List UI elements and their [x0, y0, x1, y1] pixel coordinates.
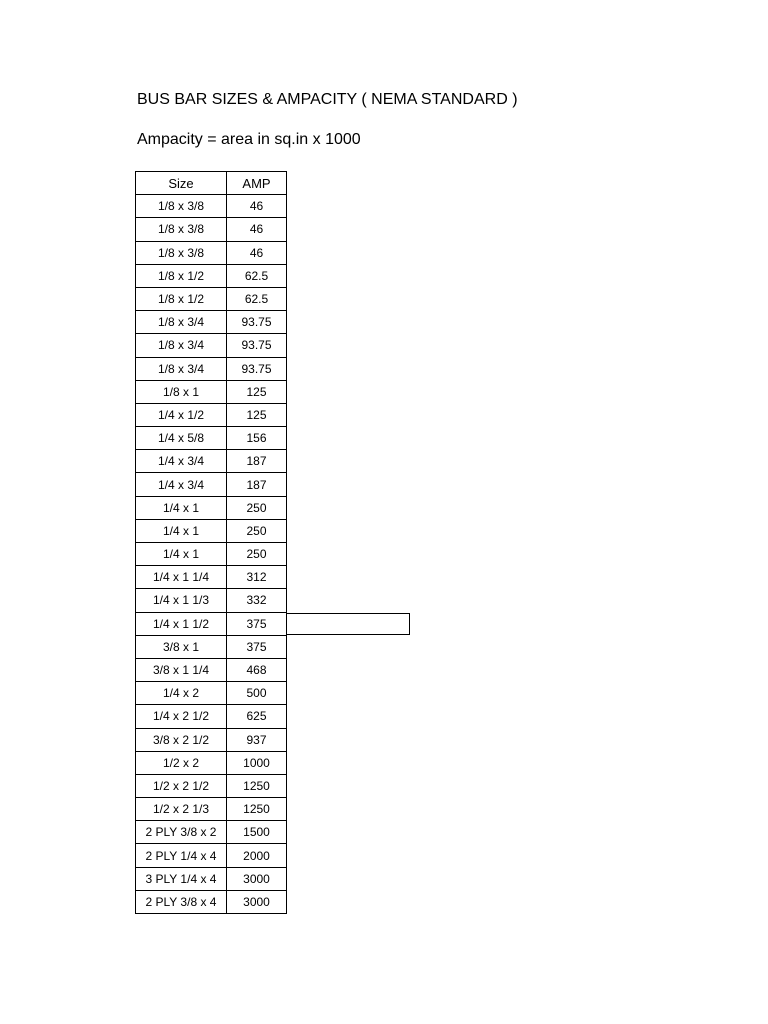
column-header-size: Size: [136, 172, 227, 195]
size-cell: 1/2 x 2 1/2: [136, 774, 227, 797]
size-cell: 3/8 x 2 1/2: [136, 728, 227, 751]
size-cell: 1/2 x 2 1/3: [136, 798, 227, 821]
size-cell: 1/4 x 5/8: [136, 427, 227, 450]
size-cell: 1/8 x 1/2: [136, 287, 227, 310]
table-row: [136, 774, 287, 797]
size-cell: 1/8 x 3/8: [136, 241, 227, 264]
table-row: [136, 751, 287, 774]
amp-cell: 46: [227, 195, 287, 218]
amp-cell: 375: [227, 612, 287, 635]
size-cell: 1/8 x 1: [136, 380, 227, 403]
amp-cell: 625: [227, 705, 287, 728]
size-cell: 1/8 x 3/4: [136, 311, 227, 334]
table-row: [136, 844, 287, 867]
amp-cell: 332: [227, 589, 287, 612]
size-cell: 1/2 x 2: [136, 751, 227, 774]
size-cell: 1/4 x 2: [136, 682, 227, 705]
amp-cell: 468: [227, 658, 287, 681]
amp-cell: 46: [227, 218, 287, 241]
size-cell: 2 PLY 3/8 x 4: [136, 890, 227, 913]
table-row: [136, 287, 287, 310]
table-row: [136, 798, 287, 821]
table-row: [136, 403, 287, 426]
size-cell: 1/4 x 1: [136, 543, 227, 566]
amp-cell: 312: [227, 566, 287, 589]
amp-cell: 46: [227, 241, 287, 264]
amp-cell: 1250: [227, 798, 287, 821]
size-cell: 2 PLY 1/4 x 4: [136, 844, 227, 867]
size-cell: 1/8 x 3/8: [136, 195, 227, 218]
size-cell: 1/8 x 3/4: [136, 357, 227, 380]
table-row: [136, 450, 287, 473]
amp-cell: 125: [227, 403, 287, 426]
size-cell: 1/4 x 3/4: [136, 473, 227, 496]
table-row: [136, 496, 287, 519]
amp-cell: 250: [227, 519, 287, 542]
amp-cell: 156: [227, 427, 287, 450]
table-row: [136, 264, 287, 287]
amp-cell: 62.5: [227, 287, 287, 310]
size-cell: 1/4 x 1 1/4: [136, 566, 227, 589]
table-row: [136, 357, 287, 380]
table-row: [136, 821, 287, 844]
table-row: [136, 543, 287, 566]
size-cell: 1/4 x 1: [136, 519, 227, 542]
table-row: [136, 705, 287, 728]
busbar-table: [135, 171, 287, 914]
amp-cell: 500: [227, 682, 287, 705]
table-row: [136, 519, 287, 542]
size-cell: 1/8 x 1/2: [136, 264, 227, 287]
amp-cell: 250: [227, 543, 287, 566]
table-row: [136, 218, 287, 241]
column-header-amp: AMP: [227, 172, 287, 195]
amp-cell: 187: [227, 450, 287, 473]
table-row: [136, 728, 287, 751]
table-row: [136, 566, 287, 589]
size-cell: 3/8 x 1: [136, 635, 227, 658]
amp-cell: 375: [227, 635, 287, 658]
table-body: [136, 195, 287, 914]
amp-cell: 93.75: [227, 311, 287, 334]
table-row: [136, 380, 287, 403]
amp-cell: 2000: [227, 844, 287, 867]
amp-cell: 93.75: [227, 357, 287, 380]
amp-cell: 125: [227, 380, 287, 403]
table-row: [136, 241, 287, 264]
size-cell: 1/4 x 1 1/3: [136, 589, 227, 612]
size-cell: 3 PLY 1/4 x 4: [136, 867, 227, 890]
amp-cell: 1000: [227, 751, 287, 774]
size-cell: 1/4 x 1/2: [136, 403, 227, 426]
size-cell: 1/8 x 3/8: [136, 218, 227, 241]
table-row: [136, 589, 287, 612]
table-row: [136, 890, 287, 913]
page-title: BUS BAR SIZES & AMPACITY ( NEMA STANDARD ): [137, 91, 518, 108]
amp-cell: 93.75: [227, 334, 287, 357]
size-cell: 1/4 x 2 1/2: [136, 705, 227, 728]
size-cell: 1/4 x 1 1/2: [136, 612, 227, 635]
amp-cell: 187: [227, 473, 287, 496]
table-row: [136, 635, 287, 658]
size-cell: 1/4 x 3/4: [136, 450, 227, 473]
amp-cell: 250: [227, 496, 287, 519]
amp-cell: 62.5: [227, 264, 287, 287]
table-row: [136, 311, 287, 334]
table-row: [136, 473, 287, 496]
table-row: [136, 658, 287, 681]
amp-cell: 1250: [227, 774, 287, 797]
table-row: [136, 334, 287, 357]
amp-cell: 3000: [227, 867, 287, 890]
amp-cell: 1500: [227, 821, 287, 844]
amp-cell: 937: [227, 728, 287, 751]
ampacity-formula: Ampacity = area in sq.in x 1000: [137, 131, 361, 148]
table-row: [136, 682, 287, 705]
size-cell: 2 PLY 3/8 x 2: [136, 821, 227, 844]
amp-cell: 3000: [227, 890, 287, 913]
size-cell: 1/4 x 1: [136, 496, 227, 519]
table-row: [136, 867, 287, 890]
empty-cell-box: [286, 613, 410, 635]
size-cell: 1/8 x 3/4: [136, 334, 227, 357]
table-row: [136, 195, 287, 218]
table-header-row: [136, 172, 287, 195]
table-row: [136, 427, 287, 450]
table-row: [136, 612, 287, 635]
size-cell: 3/8 x 1 1/4: [136, 658, 227, 681]
